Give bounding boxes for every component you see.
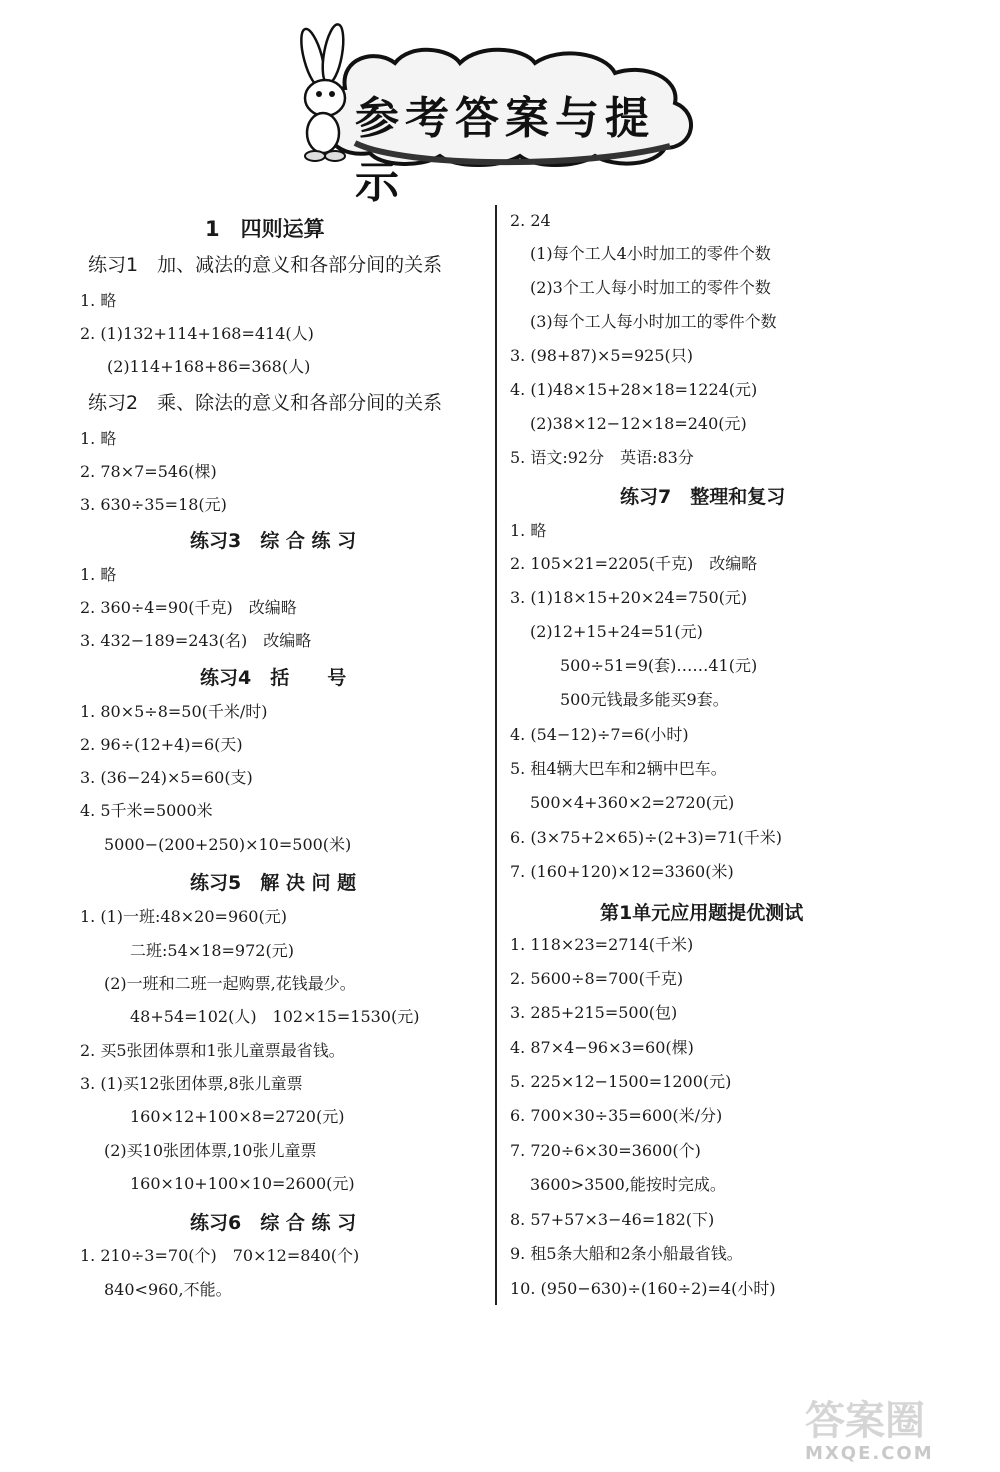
answer-line: (3)每个工人每小时加工的零件个数: [530, 312, 777, 331]
answer-line: (2)12+15+24=51(元): [530, 622, 703, 641]
answer-line: 3600>3500,能按时完成。: [530, 1175, 726, 1194]
page-title: 参考答案与提示: [355, 93, 655, 208]
answer-line: 4. 5千米=5000米: [80, 801, 213, 820]
answer-line: 5. 租4辆大巴车和2辆中巴车。: [510, 759, 727, 778]
answer-line: 1. 略: [80, 291, 117, 310]
answer-line: 9. 租5条大船和2条小船最省钱。: [510, 1244, 743, 1263]
answer-line: (1)每个工人4小时加工的零件个数: [530, 244, 771, 263]
answer-line: 2. 24: [510, 211, 551, 230]
answer-line: 500×4+360×2=2720(元): [530, 793, 735, 812]
watermark-logo: [805, 1389, 980, 1464]
answer-line: 160×10+100×10=2600(元): [130, 1174, 355, 1193]
answer-line: 2. 96÷(12+4)=6(天): [80, 735, 243, 754]
answer-line: 4. (1)48×15+28×18=1224(元): [510, 380, 758, 399]
answer-line: 1. 210÷3=70(个) 70×12=840(个): [80, 1246, 360, 1265]
answer-line: 2. 5600÷8=700(千克): [510, 969, 684, 988]
answer-line: 7. (160+120)×12=3360(米): [510, 862, 734, 881]
answer-line: 3. (36−24)×5=60(支): [80, 768, 253, 787]
answer-line: 2. 105×21=2205(千克) 改编略: [510, 554, 758, 573]
section-heading-ex2: 练习2 乘、除法的意义和各部分间的关系: [88, 392, 443, 414]
answer-line: 1. (1)一班:48×20=960(元): [80, 907, 287, 926]
column-divider: [495, 205, 497, 1305]
answer-line: 1. 略: [510, 521, 547, 540]
answer-line: 5. 语文:92分 英语:83分: [510, 448, 694, 467]
section-heading-test: 第1单元应用题提优测试: [600, 902, 804, 924]
watermark-url: MXQE.COM: [805, 1443, 934, 1464]
answer-line: 6. 700×30÷35=600(米/分): [510, 1106, 723, 1125]
section-heading-ex7: 练习7 整理和复习: [620, 486, 786, 508]
answer-line: 160×12+100×8=2720(元): [130, 1107, 345, 1126]
answer-line: 1. 略: [80, 565, 117, 584]
answer-line: 10. (950−630)÷(160÷2)=4(小时): [510, 1279, 776, 1298]
answer-line: 2. 78×7=546(棵): [80, 462, 217, 481]
answer-line: 2. 360÷4=90(千克) 改编略: [80, 598, 297, 617]
section-heading-ex4: 练习4 括 号: [200, 667, 347, 689]
answer-line: 3. 285+215=500(包): [510, 1003, 678, 1022]
answer-line: 3. 630÷35=18(元): [80, 495, 227, 514]
section-heading-ex3: 练习3 综 合 练 习: [190, 530, 357, 552]
answer-line: (2)一班和二班一起购票,花钱最少。: [104, 974, 356, 993]
answer-line: 48+54=102(人) 102×15=1530(元): [130, 1007, 420, 1026]
answer-line: (2)38×12−12×18=240(元): [530, 414, 747, 433]
answer-line: 6. (3×75+2×65)÷(2+3)=71(千米): [510, 828, 783, 847]
answer-line: 2. (1)132+114+168=414(人): [80, 324, 314, 343]
answer-line: 5000−(200+250)×10=500(米): [104, 835, 352, 854]
answer-line: (2)买10张团体票,10张儿童票: [104, 1141, 317, 1160]
answer-line: 1. 118×23=2714(千米): [510, 935, 694, 954]
section-heading-ex6: 练习6 综 合 练 习: [190, 1212, 357, 1234]
answer-line: 500元钱最多能买9套。: [560, 690, 729, 709]
watermark-logo-text: 答案圈: [805, 1398, 925, 1444]
answer-line: 2. 买5张团体票和1张儿童票最省钱。: [80, 1041, 345, 1060]
answer-line: (2)3个工人每小时加工的零件个数: [530, 278, 771, 297]
section-heading-ex1: 练习1 加、减法的意义和各部分间的关系: [88, 254, 443, 276]
answer-line: 7. 720÷6×30=3600(个): [510, 1141, 701, 1160]
answer-line: 8. 57+57×3−46=182(下): [510, 1210, 715, 1229]
answer-line: 500÷51=9(套)……41(元): [560, 656, 758, 675]
section-heading-ex5: 练习5 解 决 问 题: [190, 872, 357, 894]
answer-line: 3. (98+87)×5=925(只): [510, 346, 693, 365]
answer-line: 5. 225×12−1500=1200(元): [510, 1072, 732, 1091]
answer-line: 1. 80×5÷8=50(千米/时): [80, 702, 268, 721]
answer-line: (2)114+168+86=368(人): [107, 357, 311, 376]
answer-line: 840<960,不能。: [104, 1280, 232, 1299]
answer-line: 3. (1)18×15+20×24=750(元): [510, 588, 748, 607]
chapter-heading: 1 四则运算: [205, 217, 325, 241]
answer-line: 3. 432−189=243(名) 改编略: [80, 631, 312, 650]
answer-line: 1. 略: [80, 429, 117, 448]
answer-line: 4. (54−12)÷7=6(小时): [510, 725, 689, 744]
answer-line: 二班:54×18=972(元): [130, 941, 294, 960]
answer-line: 3. (1)买12张团体票,8张儿童票: [80, 1074, 303, 1093]
answer-line: 4. 87×4−96×3=60(棵): [510, 1038, 694, 1057]
